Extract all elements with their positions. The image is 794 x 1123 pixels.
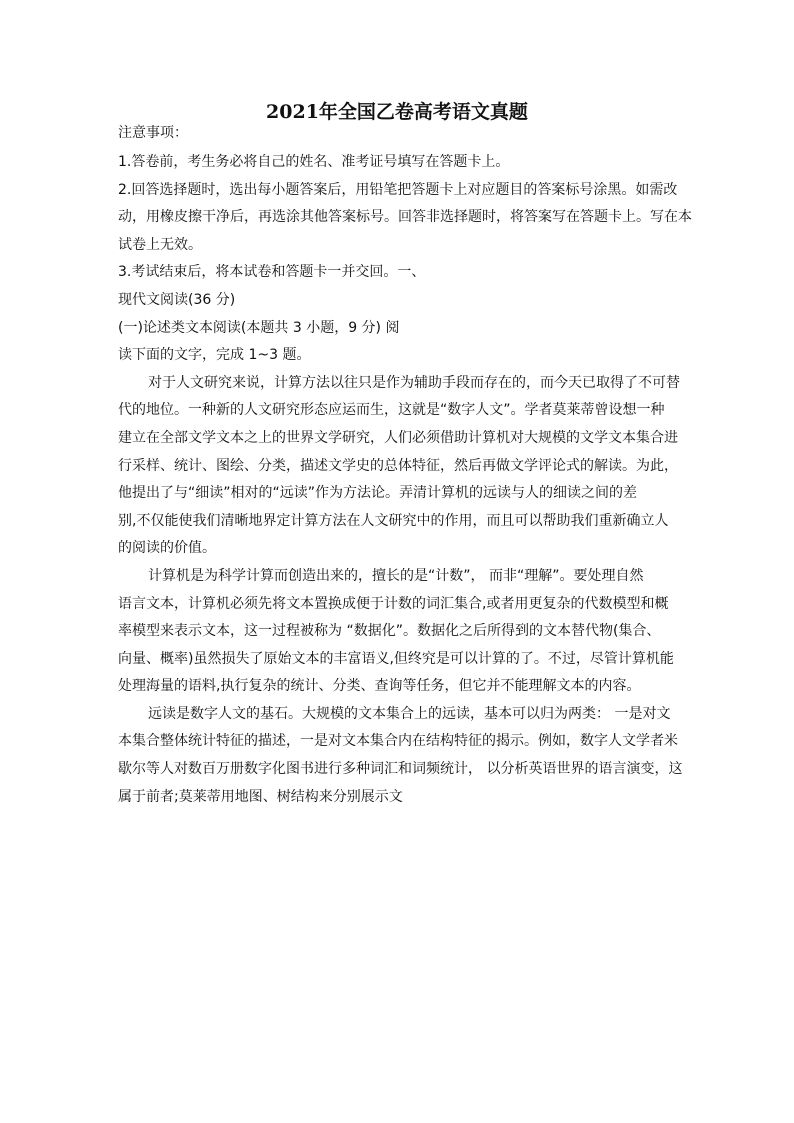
text-line: 计算机是为科学计算而创造出来的，擅长的是“计数”， 而非“理解”。要处理自然 <box>148 567 644 584</box>
page-title: 2021年全国乙卷高考语文真题 <box>266 101 528 123</box>
text-line: 试卷上无效。 <box>118 236 202 253</box>
text-line: 属于前者;莫莱蒂用地图、树结构来分别展示文 <box>118 788 403 805</box>
text-line: 3.考试结束后，将本试卷和答题卡一并交回。一、 <box>118 264 426 281</box>
text-line: 代的地位。一种新的人文研究形态应运而生，这就是“数字人文”。学者莫莱蒂曾设想一种 <box>118 402 665 419</box>
text-line: 向量、概率)虽然损失了原始文本的丰富语义,但终究是可以计算的了。不过，尽管计算机能 <box>118 650 674 667</box>
text-line: 处理海量的语料,执行复杂的统计、分类、查询等任务，但它并不能理解文本的内容。 <box>118 678 641 695</box>
text-line: 语言文本，计算机必须先将文本置换成便于计数的词汇集合,或者用更复杂的代数模型和概 <box>118 595 669 612</box>
text-line: 他提出了与“细读”相对的“远读”作为方法论。弄清计算机的远读与人的细读之间的差 <box>118 485 638 502</box>
text-line: 现代文阅读(36 分) <box>118 291 236 308</box>
text-line: 建立在全部文学文本之上的世界文学研究，人们必须借助计算机对大规模的文学文本集合进 <box>118 429 678 446</box>
text-line: 本集合整体统计特征的描述，一是对文本集合内在结构特征的揭示。例如，数字人文学者米 <box>118 733 678 750</box>
text-line: 率模型来表示文本，这一过程被称为 “数据化”。数据化之后所得到的文本替代物(集合、 <box>118 623 661 640</box>
text-line: (一)论述类文本阅读(本题共 3 小题，9 分) 阅 <box>118 319 400 336</box>
text-line: 2.回答选择题时，选出每小题答案后，用铅笔把答题卡上对应题目的答案标号涂黑。如需改 <box>118 181 678 198</box>
text-line: 1.答卷前，考生务必将自己的姓名、准考证号填写在答题卡上。 <box>118 154 510 170</box>
notice-heading: 注意事项： <box>118 125 188 141</box>
text-line: 远读是数字人文的基石。大规模的文本集合上的远读，基本可以归为两类： 一是对文 <box>148 705 671 722</box>
text-line: 别,不仅能使我们清晰地界定计算方法在人文研究中的作用，而且可以帮助我们重新确立人 <box>118 512 669 529</box>
document-body <box>118 149 698 811</box>
text-line: 行采样、统计、图绘、分类，描述文学史的总体特征，然后再做文学评论式的解读。为此， <box>118 457 678 474</box>
text-line: 读下面的文字，完成 1~3 题。 <box>118 347 311 364</box>
text-line: 歇尔等人对数百万册数字化图书进行多种词汇和词频统计， 以分析英语世界的语言演变，这 <box>118 761 683 778</box>
text-line: 动，用橡皮擦干净后，再选涂其他答案标号。回答非选择题时，将答案写在答题卡上。写在本 <box>118 209 692 226</box>
text-line: 的阅读的价值。 <box>118 540 216 557</box>
text-line: 对于人文研究来说，计算方法以往只是作为辅助手段而存在的，而今天已取得了不可替 <box>148 374 680 391</box>
